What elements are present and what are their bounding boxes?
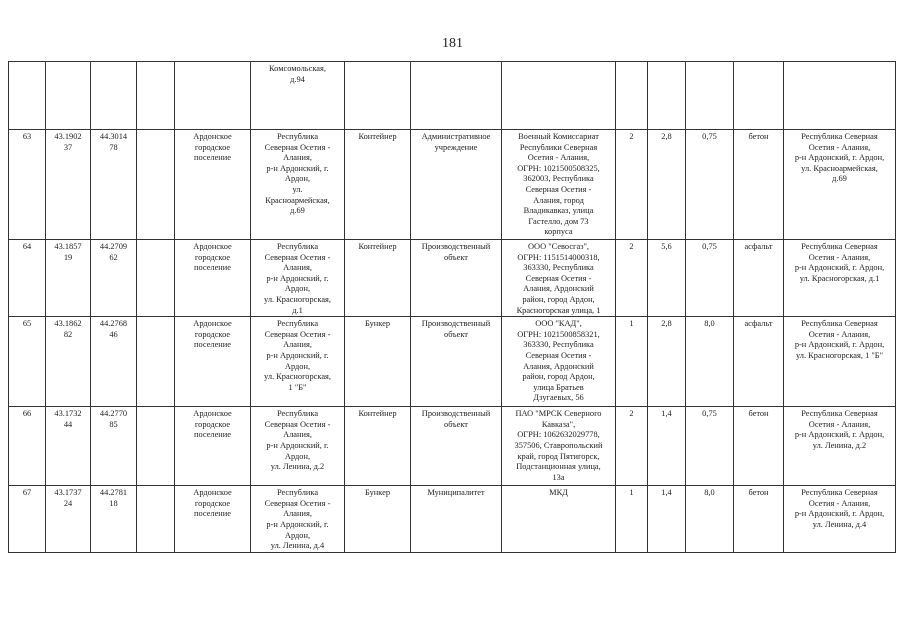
owner-line: Алания, город [533,195,584,205]
owner-line: Осетия - Алания, [527,153,590,163]
cell-num: 67 [9,486,46,553]
cell-surface: бетон [734,486,784,553]
lat-line: 43.1737 [54,488,82,498]
cell-lat [46,62,91,130]
owner-line: край, город Пятигорск, [517,451,600,461]
address-line: Северная Осетия - [264,329,331,339]
owner-line: ОГРН: 1062632029778, [517,430,600,440]
cell-type: Бункер [345,486,411,553]
address-line: Республика [276,488,319,498]
cell-site [784,130,896,240]
lon-line: 62 [109,252,118,262]
address-line: Алания, [283,153,312,163]
site-line: р-н Ардонский, г. Ардон, [794,153,885,163]
continuation-row [9,62,896,130]
cell-volume: 0,75 [686,130,734,240]
cell-settlement [175,62,251,130]
address-line: ул. [292,184,303,194]
cell-area: 2,8 [648,130,686,240]
address-line: Северная Осетия - [264,252,331,262]
cell-settlement [175,130,251,240]
site-line: Республика Северная [801,242,878,251]
cell-lon [91,240,137,317]
owner-line: Подстанционная улица, [516,462,601,472]
address-line: Ардон, [284,361,311,371]
cell-num: 66 [9,407,46,486]
cell-address [251,62,345,130]
owner-line: корпуса [544,227,573,237]
owner-line: Красногорская улица, 1 [516,305,601,315]
cell-address [251,317,345,407]
address-line: Северная Осетия - [264,498,331,508]
cell-count: 2 [616,407,648,486]
cell-settlement [175,407,251,486]
address-line: Ардон, [284,174,311,184]
address-line: Республика [276,132,319,141]
lon-line: 18 [109,498,118,508]
address-line: Республика [276,242,319,251]
site-line: Осетия - Алания, [808,498,871,508]
cell-num: 65 [9,317,46,407]
cell-surface: бетон [734,407,784,486]
settlement-line: Ардонское [193,319,232,329]
cell-empty [137,62,175,130]
category-line: Муниципалитет [427,488,485,498]
cell-area: 5,6 [648,240,686,317]
cell-empty [137,130,175,240]
site-line: р-н Ардонский, г. Ардон, [794,340,885,350]
address-line: р-н Ардонский, г. [266,273,329,283]
site-line: Осетия - Алания, [808,329,871,339]
cell-area [648,62,686,130]
category-line: объект [444,419,468,429]
registry-table [8,61,896,553]
lat-line: 43.1862 [54,319,82,329]
owner-line: ОГРН: 1021500508325, [517,163,600,173]
site-line: ул. Красногорская, д.1 [799,273,880,283]
cell-type: Контейнер [345,130,411,240]
cell-address [251,407,345,486]
address-line: д.1 [292,305,303,315]
cell-owner [502,130,616,240]
cell-type: Контейнер [345,240,411,317]
table-row [9,240,896,317]
owner-line: Алания, Ардонский [523,361,594,371]
cell-category [411,240,502,317]
site-line: р-н Ардонский, г. Ардон, [794,509,885,519]
lat-line: 19 [63,252,73,262]
lon-line: 78 [109,142,118,152]
cell-count: 1 [616,486,648,553]
cell-type [345,62,411,130]
settlement-line: поселение [194,263,231,273]
cell-address [251,130,345,240]
settlement-line: городское [194,329,231,339]
table-row [9,407,896,486]
site-line: Республика Северная [801,319,878,329]
cell-site [784,407,896,486]
settlement-line: городское [194,142,231,152]
lon-line: 44.2770 [99,409,128,419]
owner-line: ОГРН: 1021500858321, [517,329,600,339]
address-line: р-н Ардонский, г. [266,350,329,360]
settlement-line: поселение [194,340,231,350]
cell-empty [137,486,175,553]
address-line: ул. Ленина, д.2 [270,462,325,472]
address-line: Алания, [283,263,312,273]
owner-line: Владикавказ, улица [523,206,594,216]
category-line: Административное [421,132,491,141]
site-line: ул. Ленина, д.2 [812,440,867,450]
site-line: ул. Красноармейская, [801,163,878,173]
cell-settlement [175,240,251,317]
category-line: Производственный [421,242,491,251]
owner-line: 363330, Республика [523,340,594,350]
lon-line: 44.3014 [99,132,128,141]
cell-volume: 8,0 [686,317,734,407]
address-line: р-н Ардонский, г. [266,163,329,173]
site-line: Осетия - Алания, [808,419,871,429]
owner-line: 362003, Республика [523,174,594,184]
table-row [9,486,896,553]
lat-line: 82 [63,329,73,339]
cell-lon [91,317,137,407]
lat-line: 43.1732 [54,409,82,419]
site-line: Осетия - Алания, [808,252,871,262]
owner-line: Северная Осетия - [525,184,592,194]
site-line: р-н Ардонский, г. Ардон, [794,263,885,273]
owner-line: ПАО "МРСК Северного [515,409,602,419]
cell-volume: 0,75 [686,407,734,486]
table-row [9,317,896,407]
category-line: объект [444,329,468,339]
site-line: ул. Красногорская, 1 "Б" [795,350,883,360]
site-line: Осетия - Алания, [808,142,871,152]
cell-settlement [175,317,251,407]
settlement-line: поселение [194,509,231,519]
address-line: Алания, [283,509,312,519]
address-line: Алания, [283,340,312,350]
cell-owner [502,240,616,317]
address-line: Ардон, [284,284,311,294]
settlement-line: городское [194,252,231,262]
owner-line: район, город Ардон, [522,294,595,304]
cell-settlement [175,486,251,553]
cell-num: 64 [9,240,46,317]
cell-site [784,317,896,407]
owner-line: 357506, Ставропольский [514,440,603,450]
owner-line: ОГРН: 1151514000318, [517,252,600,262]
address-line: д.69 [290,206,305,216]
cell-type: Контейнер [345,407,411,486]
cell-lon [91,407,137,486]
address-line: Ардон, [284,530,311,540]
settlement-line: Ардонское [193,242,232,251]
cell-site [784,240,896,317]
lon-line: 85 [109,419,118,429]
owner-line: 13а [552,472,565,482]
cell-count: 1 [616,317,648,407]
cell-address [251,240,345,317]
cell-category [411,62,502,130]
cell-category [411,130,502,240]
cell-area: 2,8 [648,317,686,407]
cell-lon [91,62,137,130]
owner-line: Алания, Ардонский [523,284,594,294]
owner-line: улица Братьев [533,382,584,392]
owner-line: ООО "Севосгаз", [527,242,590,251]
cell-type: Бункер [345,317,411,407]
cell-category [411,486,502,553]
category-line: учреждение [434,142,478,152]
cell-lat [46,130,91,240]
address-line: Северная Осетия - [264,419,331,429]
cell-site [784,486,896,553]
lat-line: 24 [63,498,73,508]
cell-owner [502,62,616,130]
address-line: ул. Красногорская, [264,294,331,304]
cell-lon [91,130,137,240]
cell-surface: асфальт [734,240,784,317]
cell-address [251,486,345,553]
cell-count [616,62,648,130]
cell-lat [46,486,91,553]
settlement-line: Ардонское [193,488,232,498]
table-body [9,62,896,553]
site-line: Республика Северная [801,132,878,141]
category-line: Производственный [421,319,491,329]
category-line: объект [444,252,468,262]
address-line: Северная Осетия - [264,142,331,152]
address-line: Красноармейская, [265,195,330,205]
category-line: Производственный [421,409,491,419]
cell-site [784,62,896,130]
address-line: Ардон, [284,451,311,461]
lon-line: 46 [109,329,118,339]
lat-line: 37 [63,142,73,152]
cell-empty [137,240,175,317]
cell-empty [137,407,175,486]
owner-line: 363330, Республика [523,263,594,273]
owner-line: Северная Осетия - [525,273,592,283]
cell-owner [502,486,616,553]
cell-category [411,407,502,486]
cell-lat [46,240,91,317]
owner-line: Республики Северная [519,142,598,152]
address-line: Алания, [283,430,312,440]
cell-owner [502,407,616,486]
lon-line: 44.2709 [99,242,128,251]
lat-line: 43.1857 [54,242,82,251]
cell-num [9,62,46,130]
lon-line: 44.2781 [99,488,128,498]
settlement-line: городское [194,498,231,508]
cell-lon [91,486,137,553]
cell-area: 1,4 [648,407,686,486]
settlement-line: поселение [194,153,231,163]
lat-line: 43.1902 [54,132,82,141]
page-number: 181 [442,36,463,51]
address-line: р-н Ардонский, г. [266,519,329,529]
site-line: д.69 [832,174,847,184]
settlement-line: Ардонское [193,132,232,141]
site-line: ул. Ленина, д.4 [812,519,867,529]
address-line: ул. Ленина, д.4 [270,541,325,551]
address-line: Комсомольская, [269,64,326,73]
settlement-line: городское [194,419,231,429]
cell-num: 63 [9,130,46,240]
owner-line: Дзугаевых, 56 [533,393,584,403]
owner-line: Военный Комиссариат [518,132,599,141]
address-line: 1 "Б" [288,382,307,392]
lat-line: 44 [63,419,73,429]
address-line: Республика [276,319,319,329]
table-row [9,130,896,240]
site-line: Республика Северная [801,488,878,498]
owner-line: МКД [549,488,568,498]
cell-lat [46,317,91,407]
owner-line: ООО "КАД", [535,319,582,329]
owner-line: район, город Ардон, [522,372,595,382]
cell-surface: бетон [734,130,784,240]
cell-lat [46,407,91,486]
cell-owner [502,317,616,407]
site-line: Республика Северная [801,409,878,419]
address-line: ул. Красногорская, [264,372,331,382]
cell-empty [137,317,175,407]
cell-volume: 0,75 [686,240,734,317]
owner-line: Гастелло, дом 73 [528,216,589,226]
cell-count: 2 [616,130,648,240]
cell-surface: асфальт [734,317,784,407]
cell-volume: 8,0 [686,486,734,553]
address-line: Республика [276,409,319,419]
address-line: р-н Ардонский, г. [266,440,329,450]
cell-volume [686,62,734,130]
cell-area: 1,4 [648,486,686,553]
owner-line: Северная Осетия - [525,350,592,360]
owner-line: Кавказа", [541,419,576,429]
cell-surface [734,62,784,130]
settlement-line: поселение [194,430,231,440]
cell-category [411,317,502,407]
address-line: д.94 [290,74,305,84]
lon-line: 44.2768 [99,319,128,329]
cell-count: 2 [616,240,648,317]
settlement-line: Ардонское [193,409,232,419]
site-line: р-н Ардонский, г. Ардон, [794,430,885,440]
